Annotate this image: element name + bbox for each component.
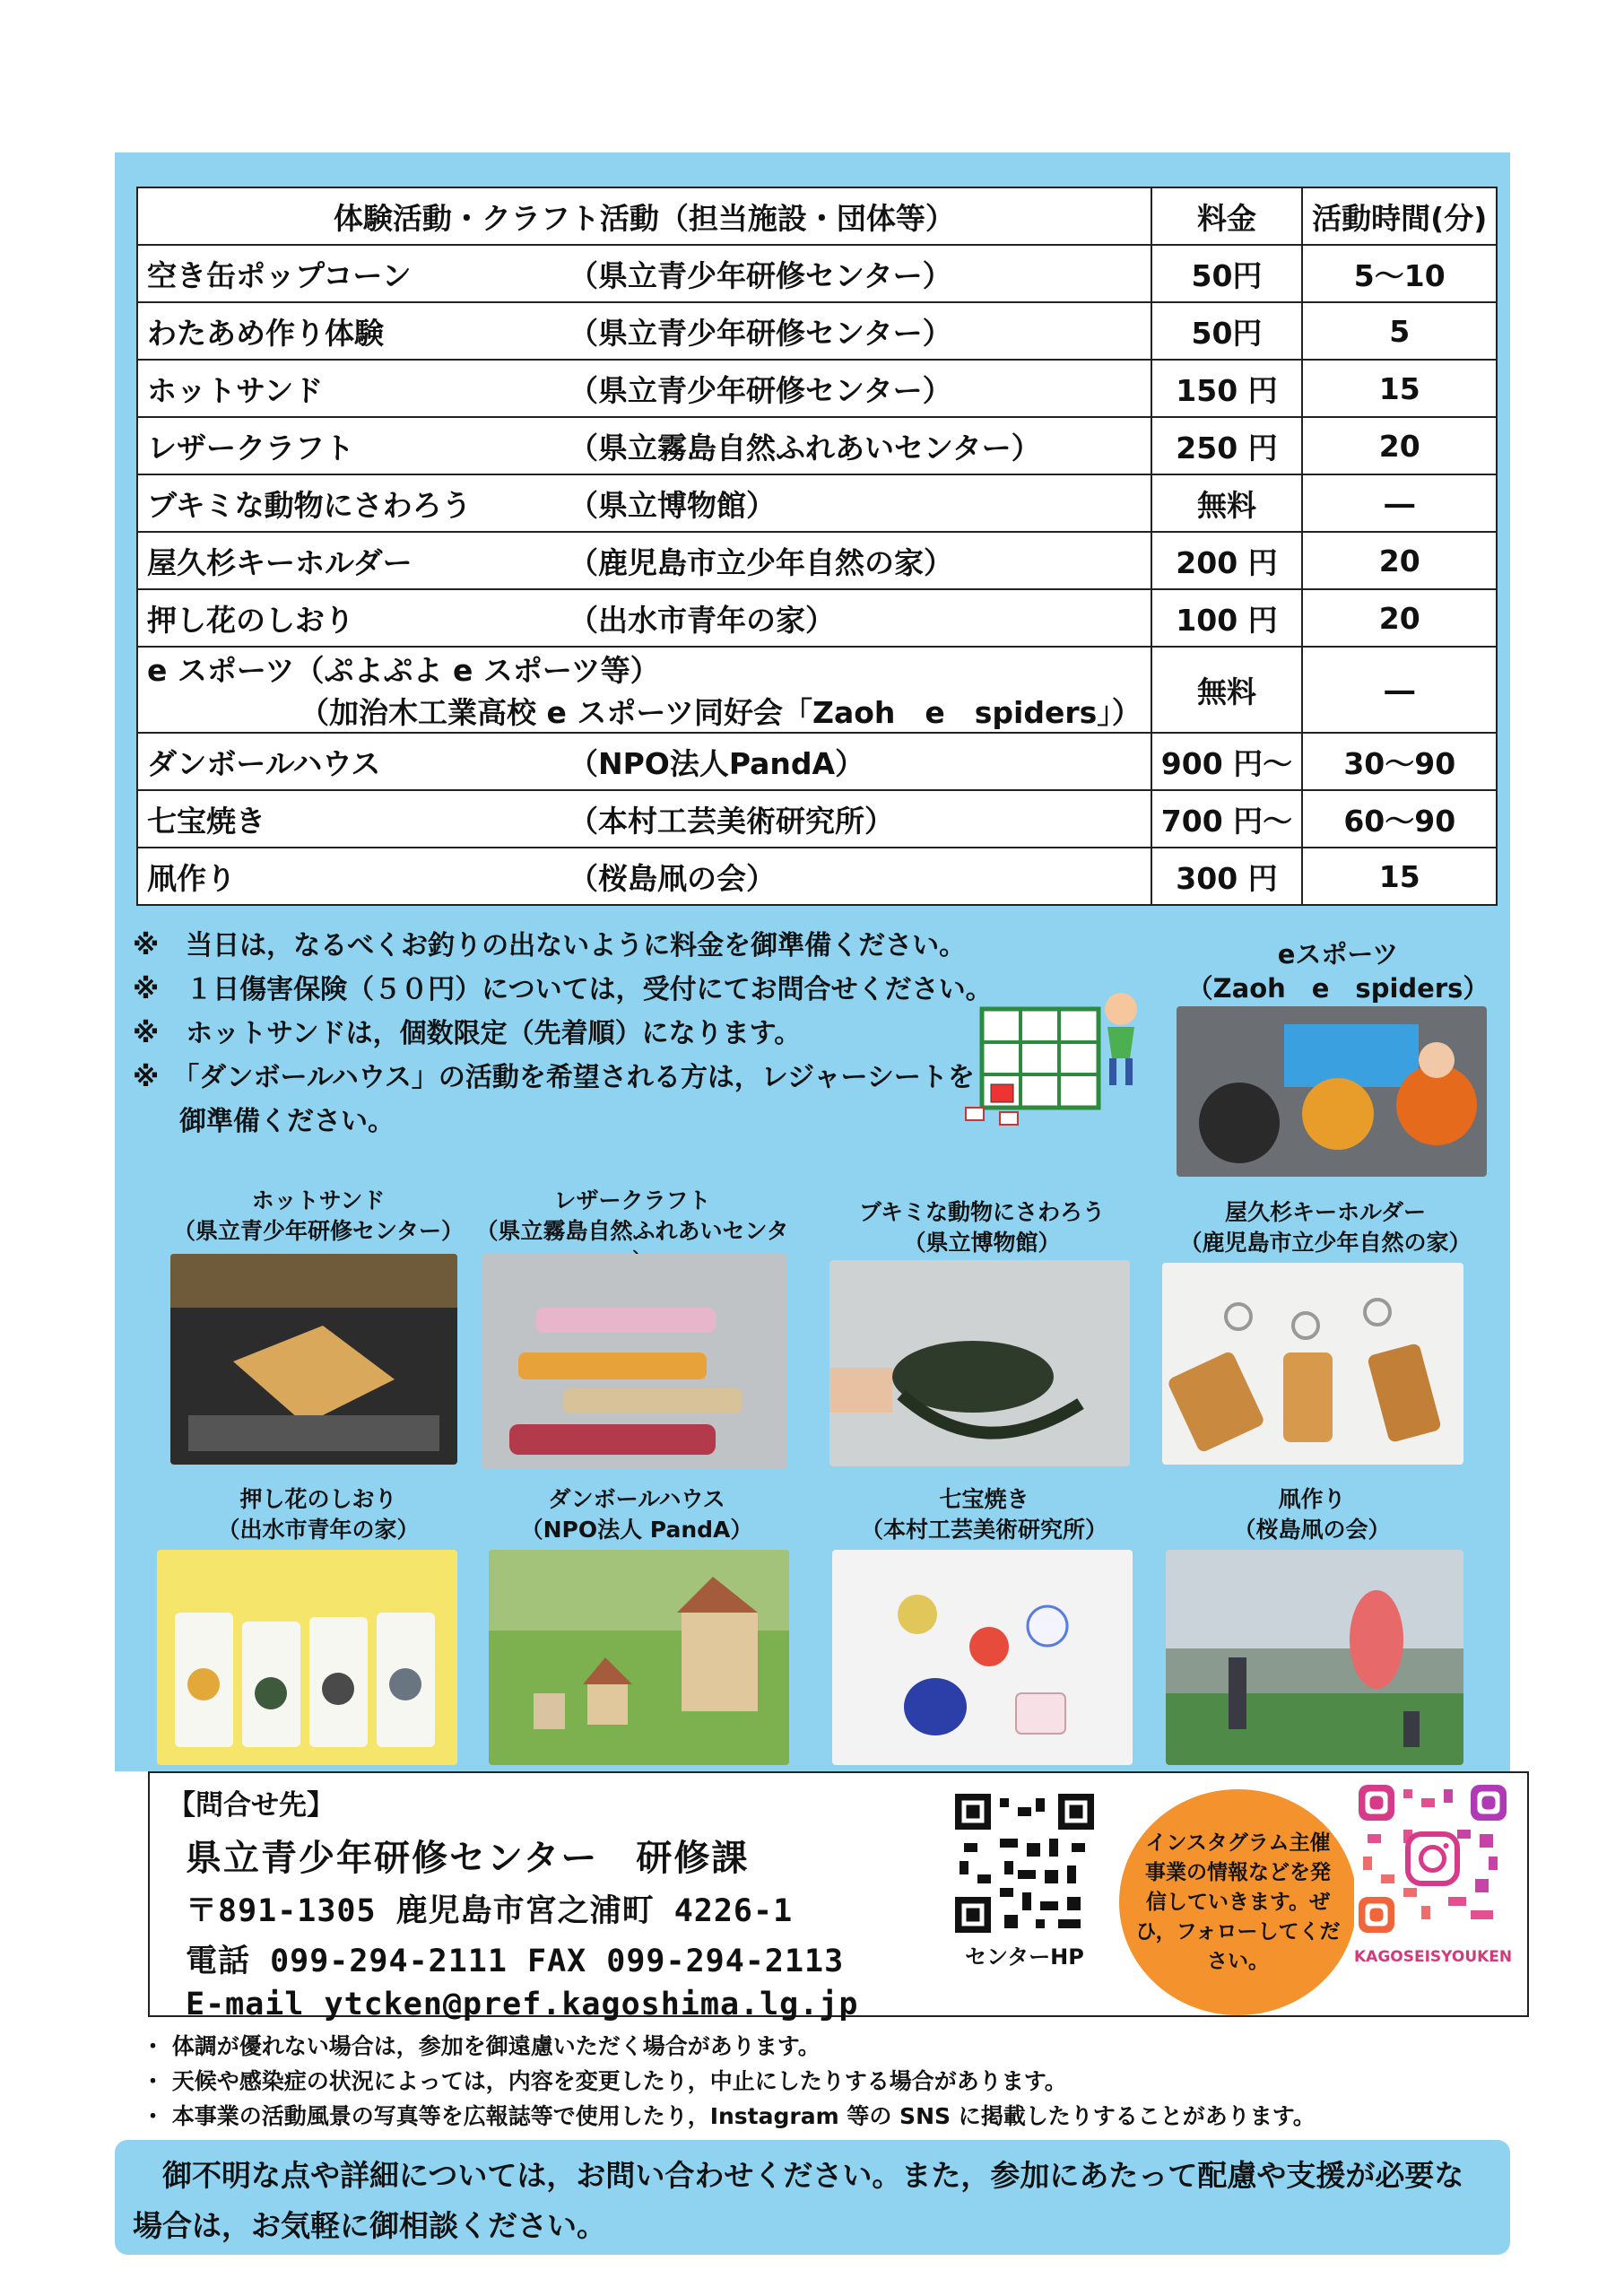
- activity-time: ―: [1302, 474, 1497, 532]
- activity-fee: 150 円: [1151, 360, 1302, 417]
- esports-caption-sub: （Zaoh e spiders）: [1186, 973, 1489, 1004]
- table-row-esports: [137, 647, 1497, 733]
- notes: [133, 924, 994, 1144]
- contact-email[interactable]: E-mail ytcken@pref.kagoshima.lg.jp: [186, 1987, 859, 2022]
- hotsand-caption-title: ホットサンド: [251, 1187, 386, 1213]
- activity-org: （本村工芸美術研究所）: [569, 803, 894, 839]
- instagram-info-circle: [1119, 1789, 1357, 2015]
- leather-photo: [482, 1254, 787, 1469]
- table-header-row: [137, 187, 1497, 245]
- activity-time: 5: [1302, 302, 1497, 360]
- yakusugi-caption-title: 屋久杉キーホルダー: [1224, 1199, 1426, 1225]
- note-item: ※ 当日は，なるべくお釣りの出ないように料金を御準備ください。: [133, 930, 967, 961]
- tako-photo: [1166, 1550, 1463, 1765]
- note-item: ※ １日傷害保険（５０円）については，受付にてお問合せください。: [133, 974, 993, 1005]
- contact-heading: 【問合せ先】: [168, 1789, 334, 1822]
- animals-caption-title: ブキミな動物にさわろう: [858, 1199, 1105, 1225]
- leather-caption-title: レザークラフト: [553, 1187, 711, 1213]
- shippo-caption-title: 七宝焼き: [939, 1486, 1029, 1512]
- table-row: [137, 417, 1497, 474]
- activity-name: ホットサンド: [147, 372, 324, 408]
- activity-fee: 50円: [1151, 302, 1302, 360]
- activity-org: （桜島凧の会）: [569, 860, 776, 896]
- activity-name: レザークラフト: [147, 430, 354, 465]
- table-row: [137, 848, 1497, 905]
- table-row: [137, 589, 1497, 647]
- activity-fee: 50円: [1151, 245, 1302, 302]
- leather-caption-sub: （県立霧島自然ふれあいセンタ: [475, 1218, 789, 1244]
- activity-org: （県立青少年研修センター）: [569, 372, 952, 408]
- activity-time: 20: [1302, 589, 1497, 647]
- activity-time: 60～90: [1302, 790, 1497, 848]
- activity-fee: 100 円: [1151, 589, 1302, 647]
- activity-org: （NPO法人PandA）: [569, 745, 865, 781]
- activity-name: 押し花のしおり: [147, 602, 354, 638]
- activity-fee: 200 円: [1151, 532, 1302, 589]
- esports-line2: （加治木工業高校 e スポーツ同好会「Zaoh e spiders」）: [300, 695, 1142, 730]
- activity-name: 凧作り: [147, 860, 236, 896]
- activity-org: （県立博物館）: [569, 487, 776, 523]
- danboru-photo: [489, 1550, 789, 1765]
- activity-time: 30～90: [1302, 733, 1497, 790]
- esports-caption: [1177, 937, 1499, 1005]
- hotsand-caption: [170, 1186, 466, 1247]
- activity-org: （県立青少年研修センター）: [569, 315, 952, 351]
- activity-org: （鹿児島市立少年自然の家）: [569, 544, 953, 580]
- tako-caption-sub: （桜島凧の会）: [1233, 1517, 1391, 1543]
- center-hp-qr-code[interactable]: [951, 1789, 1099, 1937]
- bottom-note-item: ・ 本事業の活動風景の写真等を広報誌等で使用したり，Instagram 等の SNS に掲載したりすることがあります。: [142, 2103, 1316, 2129]
- activities-table: [136, 187, 1498, 906]
- activity-time: 5～10: [1302, 245, 1497, 302]
- oshibana-caption-sub: （出水市青年の家）: [217, 1517, 420, 1543]
- activity-time: ―: [1302, 647, 1497, 733]
- yakusugi-caption-sub: （鹿児島市立少年自然の家）: [1179, 1230, 1472, 1256]
- animals-caption-sub: （県立博物館）: [903, 1230, 1061, 1256]
- header-fee: 料金: [1151, 187, 1302, 245]
- target-game-illustration: [964, 973, 1143, 1126]
- table-row: [137, 474, 1497, 532]
- activity-time: 20: [1302, 532, 1497, 589]
- header-time: 活動時間(分): [1302, 187, 1497, 245]
- header-activity: 体験活動・クラフト活動（担当施設・団体等）: [137, 187, 1151, 245]
- animals-photo: [829, 1260, 1130, 1466]
- activity-fee: 無料: [1151, 474, 1302, 532]
- bottom-notes: [142, 2029, 1316, 2134]
- note-item: ※ ホットサンドは，個数限定（先着順）になります。: [133, 1018, 802, 1049]
- activity-name: ダンボールハウス: [147, 745, 381, 781]
- tako-caption: [1164, 1484, 1460, 1545]
- activity-fee: 300 円: [1151, 848, 1302, 905]
- table-row: [137, 532, 1497, 589]
- shippo-caption-sub: （本村工芸美術研究所）: [860, 1517, 1107, 1543]
- activity-time: 15: [1302, 848, 1497, 905]
- instagram-qr-code[interactable]: [1354, 1780, 1511, 1937]
- contact-address: 〒891-1305 鹿児島市宮之浦町 4226-1: [186, 1893, 794, 1929]
- bottom-note-item: ・ 体調が優れない場合は，参加を御遠慮いただく場合があります。: [142, 2033, 821, 2059]
- table-row: [137, 733, 1497, 790]
- activity-time: 15: [1302, 360, 1497, 417]
- instagram-info-text: インスタグラム主催事業の情報などを発信していきます。ぜひ，フォローしてください。: [1135, 1831, 1341, 1973]
- esports-photo: [1177, 1006, 1487, 1177]
- table-row: [137, 790, 1497, 848]
- animals-caption: [834, 1197, 1130, 1258]
- hotsand-caption-sub: （県立青少年研修センター）: [172, 1218, 464, 1244]
- danboru-caption-sub: （NPO法人 PandA）: [520, 1517, 753, 1543]
- shippo-photo: [832, 1550, 1133, 1765]
- hotsand-photo: [170, 1254, 457, 1465]
- activity-name: 空き缶ポップコーン: [147, 257, 412, 293]
- contact-phone: 電話 099-294-2111 FAX 099-294-2113: [186, 1944, 845, 1979]
- note-item: 御準備ください。: [179, 1106, 395, 1137]
- instagram-account-label: KAGOSEISYOUKEN: [1354, 1948, 1513, 1966]
- tako-caption-title: 凧作り: [1278, 1486, 1346, 1512]
- esports-line1: e スポーツ（ぷよぷよ e スポーツ等）: [147, 653, 660, 688]
- danboru-caption: [489, 1484, 785, 1545]
- oshibana-caption-title: 押し花のしおり: [239, 1486, 397, 1512]
- activity-org: （出水市青年の家）: [569, 602, 835, 638]
- activity-name: わたあめ作り体験: [147, 315, 384, 351]
- table-row: [137, 302, 1497, 360]
- note-item: ※ 「ダンボールハウス」の活動を希望される方は，レジャーシートを: [133, 1062, 975, 1093]
- activity-fee: 無料: [1151, 647, 1302, 733]
- activity-fee: 700 円～: [1151, 790, 1302, 848]
- danboru-caption-title: ダンボールハウス: [548, 1486, 725, 1512]
- table-row: [137, 245, 1497, 302]
- activity-fee: 900 円～: [1151, 733, 1302, 790]
- shippo-caption: [834, 1484, 1134, 1545]
- activity-name: 七宝焼き: [147, 803, 265, 839]
- activity-name: ブキミな動物にさわろう: [147, 487, 472, 523]
- esports-caption-title: eスポーツ: [1277, 939, 1399, 970]
- consult-box: [115, 2140, 1510, 2255]
- activity-time: 20: [1302, 417, 1497, 474]
- center-hp-label: センターHP: [965, 1944, 1084, 1970]
- yakusugi-caption: [1164, 1197, 1487, 1258]
- consult-text: 御不明な点や詳細については，お問い合わせください。また，参加にあたって配慮や支援が必要な場合は，お気軽に御相談ください。: [133, 2158, 1464, 2243]
- yakusugi-photo: [1162, 1263, 1463, 1465]
- contact-text: [168, 1782, 858, 2022]
- oshibana-photo: [157, 1550, 457, 1765]
- contact-name: 県立青少年研修センター 研修課: [186, 1838, 750, 1879]
- oshibana-caption: [170, 1484, 466, 1545]
- activity-org: （県立青少年研修センター）: [569, 257, 952, 293]
- activity-fee: 250 円: [1151, 417, 1302, 474]
- activity-org: （県立霧島自然ふれあいセンター）: [569, 430, 1041, 465]
- bottom-note-item: ・ 天候や感染症の状況によっては，内容を変更したり，中止にしたりする場合があります。: [142, 2068, 1067, 2094]
- table-row: [137, 360, 1497, 417]
- activity-name: 屋久杉キーホルダー: [147, 544, 413, 580]
